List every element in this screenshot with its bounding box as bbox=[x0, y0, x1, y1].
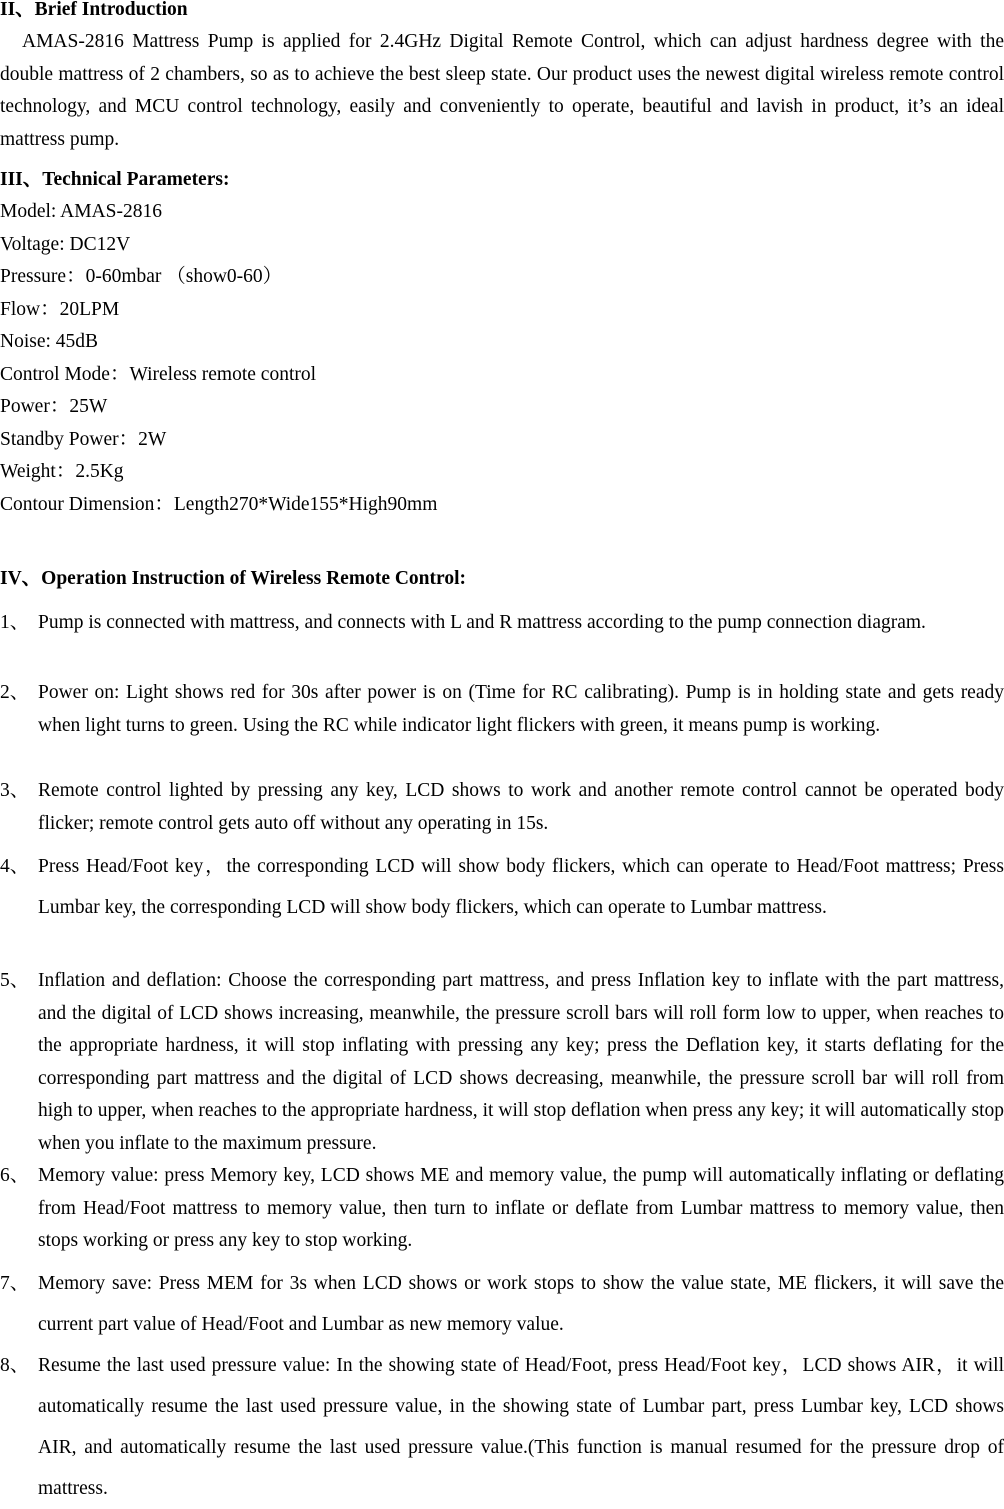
step-number: 8、 bbox=[0, 1355, 30, 1376]
step-text: Memory value: press Memory key, LCD shows ME and memory value, the pump will automatically inflating or deflating from Head/Foot mattress to memory value, then turn to inflate or deflate from Lumbar mattress to memory value, then stops working or press any key to stop working. bbox=[38, 1165, 1004, 1251]
param-control-mode: Control Mode：Wireless remote control bbox=[0, 363, 317, 385]
param-weight: Weight：2.5Kg bbox=[0, 461, 124, 482]
param-noise: Noise: 45dB bbox=[0, 331, 99, 352]
param-voltage: Voltage: DC12V bbox=[0, 233, 131, 255]
step-number: 4、 bbox=[0, 856, 30, 877]
section-heading-technical-parameters: III、Technical Parameters: bbox=[0, 169, 230, 190]
param-standby-power: Standby Power：2W bbox=[0, 428, 167, 450]
section-heading-brief-introduction: II、Brief Introduction bbox=[0, 0, 188, 20]
operation-step bbox=[0, 602, 1004, 643]
operation-step bbox=[0, 1345, 1004, 1509]
step-number: 5、 bbox=[0, 970, 30, 991]
step-number: 1、 bbox=[0, 612, 30, 633]
step-text: Pump is connected with mattress, and connects with L and R mattress according to the pump connection diagram. bbox=[38, 612, 926, 633]
section-heading-operation-instruction: IV、Operation Instruction of Wireless Remote Control: bbox=[0, 568, 466, 589]
step-number: 6、 bbox=[0, 1165, 30, 1186]
param-contour-dimension: Contour Dimension：Length270*Wide155*High90mm bbox=[0, 493, 438, 515]
step-number: 2、 bbox=[0, 682, 30, 703]
param-power: Power：25W bbox=[0, 396, 108, 417]
step-number: 7、 bbox=[0, 1273, 30, 1294]
param-pressure: Pressure：0-60mbar （show0-60） bbox=[0, 266, 283, 287]
step-text: Memory save: Press MEM for 3s when LCD shows or work stops to show the value state, ME flickers, it will save the current part value of Head/Foot and Lumbar as new memory value. bbox=[38, 1273, 1004, 1335]
step-text: Power on: Light shows red for 30s after power is on (Time for RC calibrating). Pump is in holding state and gets ready when light turns to green. Using the RC while indicator light flickers with green, it means pump is working. bbox=[38, 682, 1004, 736]
operation-step bbox=[0, 775, 1004, 840]
step-number: 3、 bbox=[0, 780, 30, 801]
brief-introduction-paragraph: AMAS-2816 Mattress Pump is applied for 2.4GHz Digital Remote Control, which can adjust hardness degree with the double mattress of 2 chambers, so as to achieve the best sleep state. Our product uses the newest digital wireless remote control technology, and MCU control technology, easily and conveniently to operate, beautiful and lavish in product, it’s an ideal mattress pump. bbox=[0, 31, 1004, 150]
technical-parameters-list bbox=[0, 196, 437, 521]
step-text: Inflation and deflation: Choose the corresponding part mattress, and press Inflation key to inflate with the part mattress, and the digital of LCD shows increasing, meanwhile, the pressure scroll bars will roll form low to upper, when reaches to the appropriate hardness, it will stop inflating with pressing any key; press the Deflation key, it starts deflating for the corresponding part mattress and the digital of LCD shows decreasing, meanwhile, the pressure scroll bar will roll from high to upper, when reaches to the appropriate hardness, it will stop deflation when press any key; it will automatically stop when you inflate to the maximum pressure. bbox=[38, 970, 1004, 1154]
operation-step bbox=[0, 677, 1004, 742]
param-flow: Flow：20LPM bbox=[0, 298, 120, 320]
step-text: Press Head/Foot key，the corresponding LCD will show body flickers, which can operate to Head/Foot mattress; Press Lumbar key, the corresponding LCD will show body flickers, which can operate to Lumbar mattress. bbox=[38, 856, 1004, 918]
param-model: Model: AMAS-2816 bbox=[0, 201, 162, 222]
operation-step bbox=[0, 1263, 1004, 1345]
step-text: Remote control lighted by pressing any key, LCD shows to work and another remote control cannot be operated body flicker; remote control gets auto off without any operating in 15s. bbox=[38, 780, 1004, 834]
step-text: Resume the last used pressure value: In the showing state of Head/Foot, press Head/Foot key，LCD shows AIR，it will automatically resume the last used pressure value, in the showing state of Lumbar part, press Lumbar key, LCD shows AIR, and automatically resume the last used pressure value.(This function is manual resumed for the pressure drop of mattress. bbox=[38, 1355, 1004, 1499]
operation-step bbox=[0, 846, 1004, 928]
operation-step bbox=[0, 1160, 1004, 1258]
operation-step bbox=[0, 965, 1004, 1160]
